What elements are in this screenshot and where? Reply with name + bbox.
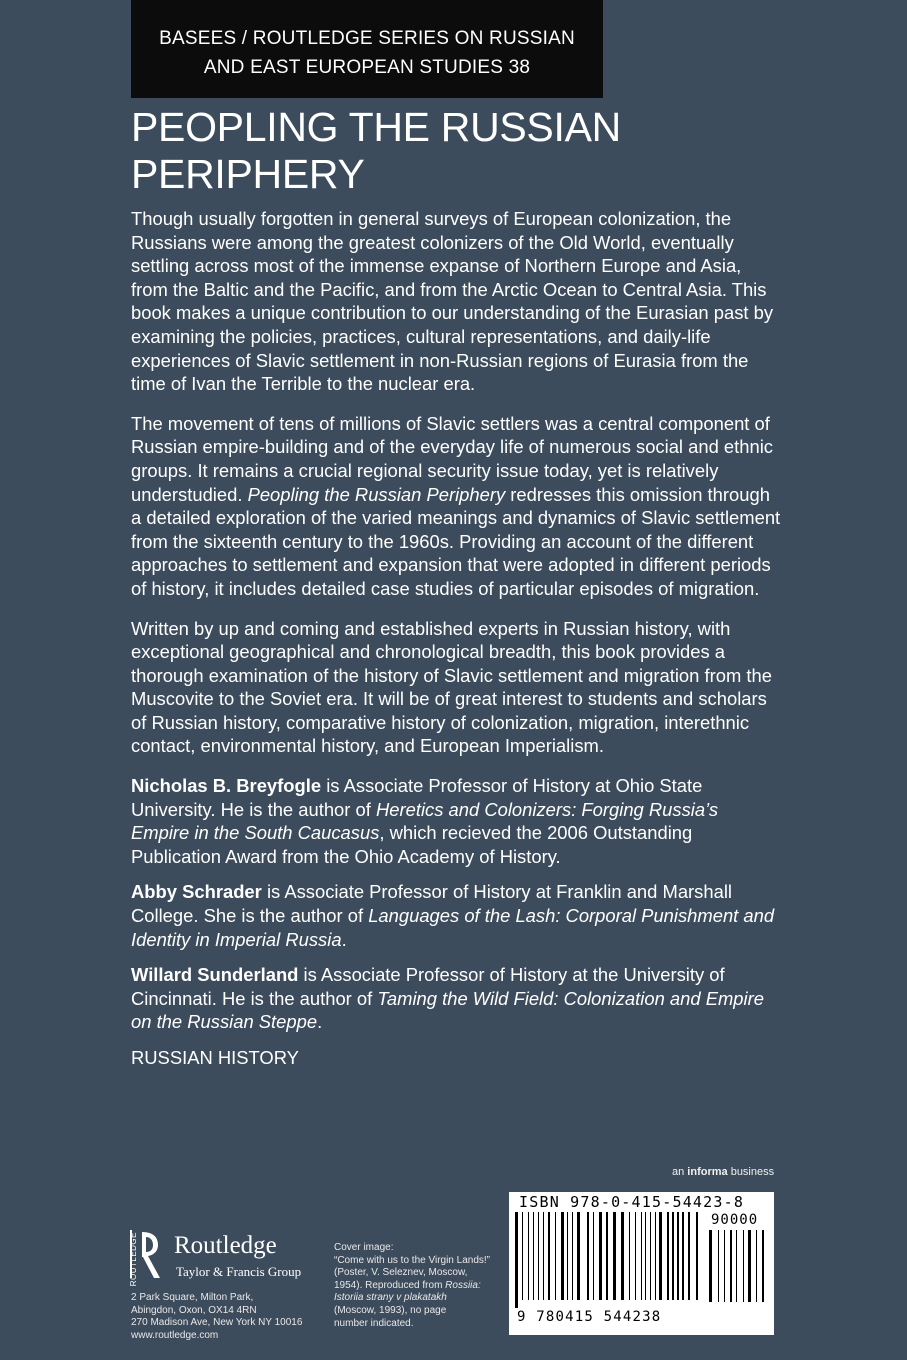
barcode-bar [724, 1230, 725, 1302]
credit-line: number indicated. [334, 1317, 414, 1329]
publisher-website: www.routledge.com [131, 1329, 219, 1341]
series-line-2: AND EAST EUROPEAN STUDIES 38 [203, 57, 531, 78]
barcode-bar [533, 1212, 534, 1300]
publisher-name: Routledge [174, 1232, 277, 1259]
barcode-bar [593, 1212, 594, 1300]
barcode-bar [572, 1212, 573, 1300]
barcode-bar [629, 1212, 630, 1300]
bio-sunderland [131, 963, 781, 1034]
bio-text-a: is Associate Professor of History at the University of Cincinnati. He is the author of [131, 964, 725, 1009]
barcode-bar [515, 1212, 518, 1308]
bio-text-b: . [317, 1011, 323, 1033]
barcode-bar [555, 1212, 556, 1300]
paragraph-2-title-italic: Peopling the Russian Periphery [247, 483, 506, 505]
barcode-bar [606, 1212, 608, 1300]
barcode-bar [548, 1212, 550, 1300]
bio-text-b: . [341, 928, 347, 950]
barcode-bar [599, 1212, 602, 1300]
barcode-bar [567, 1212, 568, 1300]
barcode-bar [587, 1212, 589, 1300]
address-line: Abingdon, Oxon, OX14 4RN [131, 1304, 257, 1316]
barcode-bar [696, 1212, 698, 1300]
informa-tagline [672, 1166, 774, 1178]
barcode-bar [645, 1212, 646, 1300]
barcode-bar [613, 1212, 616, 1300]
book-title [131, 104, 831, 198]
barcode-bar [543, 1212, 544, 1300]
bio-book: Taming the Wild Field: Colonization and Empire on the Russian Steppe [131, 987, 764, 1033]
bio-name: Nicholas B. Breyfogle [131, 775, 322, 797]
credit-italic: Istoriia strany v plakatakh [334, 1292, 447, 1304]
barcode-bar [577, 1212, 580, 1300]
bio-text-a: is Associate Professor of History at Franklin and Marshall College. She is the author of [131, 881, 732, 927]
barcode-bar [635, 1212, 636, 1300]
informa-pre: an [672, 1166, 688, 1178]
barcode-bar [677, 1212, 679, 1300]
barcode-bar [688, 1212, 690, 1300]
title-line-1: PEOPLING THE RUSSIAN [131, 104, 621, 150]
barcode-bar [522, 1212, 523, 1300]
barcode-bar [736, 1230, 737, 1302]
bio-book: Heretics and Colonizers: Forging Russia’s Empire in the South Caucasus [131, 798, 719, 844]
credit-line [334, 1280, 504, 1293]
title-line-2: PERIPHERY [131, 151, 365, 197]
blurb [131, 207, 781, 1086]
publisher-group: Taylor & Francis Group [176, 1264, 302, 1279]
barcode-bar [748, 1230, 751, 1302]
bio-schrader [131, 880, 781, 951]
ean-number: 9 780415 544238 [517, 1309, 662, 1325]
barcode-bar [682, 1212, 684, 1300]
series-banner [131, 0, 603, 98]
bio-name: Willard Sunderland [131, 964, 299, 986]
publisher-side-label: ROUTLEDGE [129, 1232, 138, 1287]
credit-text: 1954). Reproduced from [334, 1279, 446, 1291]
bio-name: Abby Schrader [131, 881, 262, 903]
series-line-1: BASEES / ROUTLEDGE SERIES ON RUSSIAN [159, 28, 575, 49]
credit-line: (Moscow, 1993), no page [334, 1304, 447, 1316]
barcode-bar [762, 1230, 764, 1302]
credit-line: (Poster, V. Seleznev, Moscow, [334, 1267, 468, 1279]
barcode-bar [743, 1230, 744, 1302]
barcode-bar [718, 1230, 719, 1302]
barcode-bar [709, 1230, 712, 1302]
barcode-bar [667, 1212, 669, 1300]
bio-breyfogle [131, 774, 781, 868]
bio-text-b: , which recieved the 2006 Outstanding Publication Award from the Ohio Academy of History. [131, 822, 693, 867]
bio-book: Languages of the Lash: Corporal Punishment and Identity in Imperial Russia [131, 905, 775, 950]
cover-image-credit [334, 1242, 504, 1330]
price-code: 90000 [711, 1212, 759, 1228]
paragraph-1: Though usually forgotten in general surveys of European colonization, the Russians were among the greatest colonizers of the Old World, eventually settling across most of the immense expanse of Northern Europe and Asia, from the Baltic and the Pacific, and from the Arctic Ocean to Central Asia. This book makes a unique contribution to our understanding of the Eurasian past by examining the policies, practices, cultural representations, and daily-life experiences of Slavic settlement in non-Russian regions of Eurasia from the time of Ivan the Terrible to the nuclear era. [131, 208, 774, 395]
credit-line: Cover image: [334, 1242, 394, 1253]
address-line: 2 Park Square, Milton Park, [131, 1292, 254, 1303]
barcode-bar [621, 1212, 624, 1300]
barcode-bar [756, 1230, 757, 1302]
bio-text-a: is Associate Professor of History at Ohio State University. He is the author of [131, 775, 703, 820]
publisher-address [131, 1292, 302, 1342]
paragraph-2-text-b: redresses this omission through a detailed exploration of the varied meanings and dynamics of Slavic settlement from the sixteenth century to the 1960s. Providing an account of the different approaches to settlement and expansion that were adopted in different periods of history, it includes detailed case studies of particular episodes of migration. [131, 483, 781, 599]
paragraph-3: Written by up and coming and established experts in Russian history, with exceptional geographical and chronological breadth, this book provides a thorough examination of the history of Slavic settlement and migration from the Muscovite to the Soviet era. It will be of great interest to students and scholars of Russian history, comparative history of colonization, migration, interethnic contact, environmental history, and European Imperialism. [131, 617, 772, 757]
paragraph-2 [131, 412, 781, 601]
credit-italic: Rossiia: [445, 1279, 481, 1291]
paragraph-2-text-a: The movement of tens of millions of Slavic settlers was a central component of Russian empire-building and of the everyday life of numerous social and ethnic groups. It remains a crucial regional security issue today, yet is relatively understudied. [131, 412, 773, 505]
informa-brand: informa [687, 1166, 728, 1178]
barcode-bar [650, 1212, 651, 1300]
barcode-bar [655, 1212, 656, 1300]
barcode-bar [561, 1212, 564, 1300]
barcode-bar [528, 1212, 529, 1300]
credit-line: “Come with us to the Virgin Lands!” [334, 1254, 491, 1266]
price-barcode-bars [709, 1230, 771, 1310]
credit-line [334, 1292, 504, 1305]
barcode-bar [641, 1212, 642, 1300]
barcode-bar [730, 1230, 732, 1302]
barcode-bar [672, 1212, 674, 1300]
informa-post: business [727, 1166, 775, 1178]
ean-barcode-bars [515, 1212, 705, 1308]
isbn-number: ISBN 978-0-415-54423-8 [519, 1193, 745, 1211]
subject-category: RUSSIAN HISTORY [131, 1047, 299, 1068]
address-line: 270 Madison Ave, New York NY 10016 [131, 1317, 303, 1329]
barcode [509, 1192, 774, 1335]
barcode-bar [659, 1212, 662, 1300]
barcode-bar [538, 1212, 539, 1300]
